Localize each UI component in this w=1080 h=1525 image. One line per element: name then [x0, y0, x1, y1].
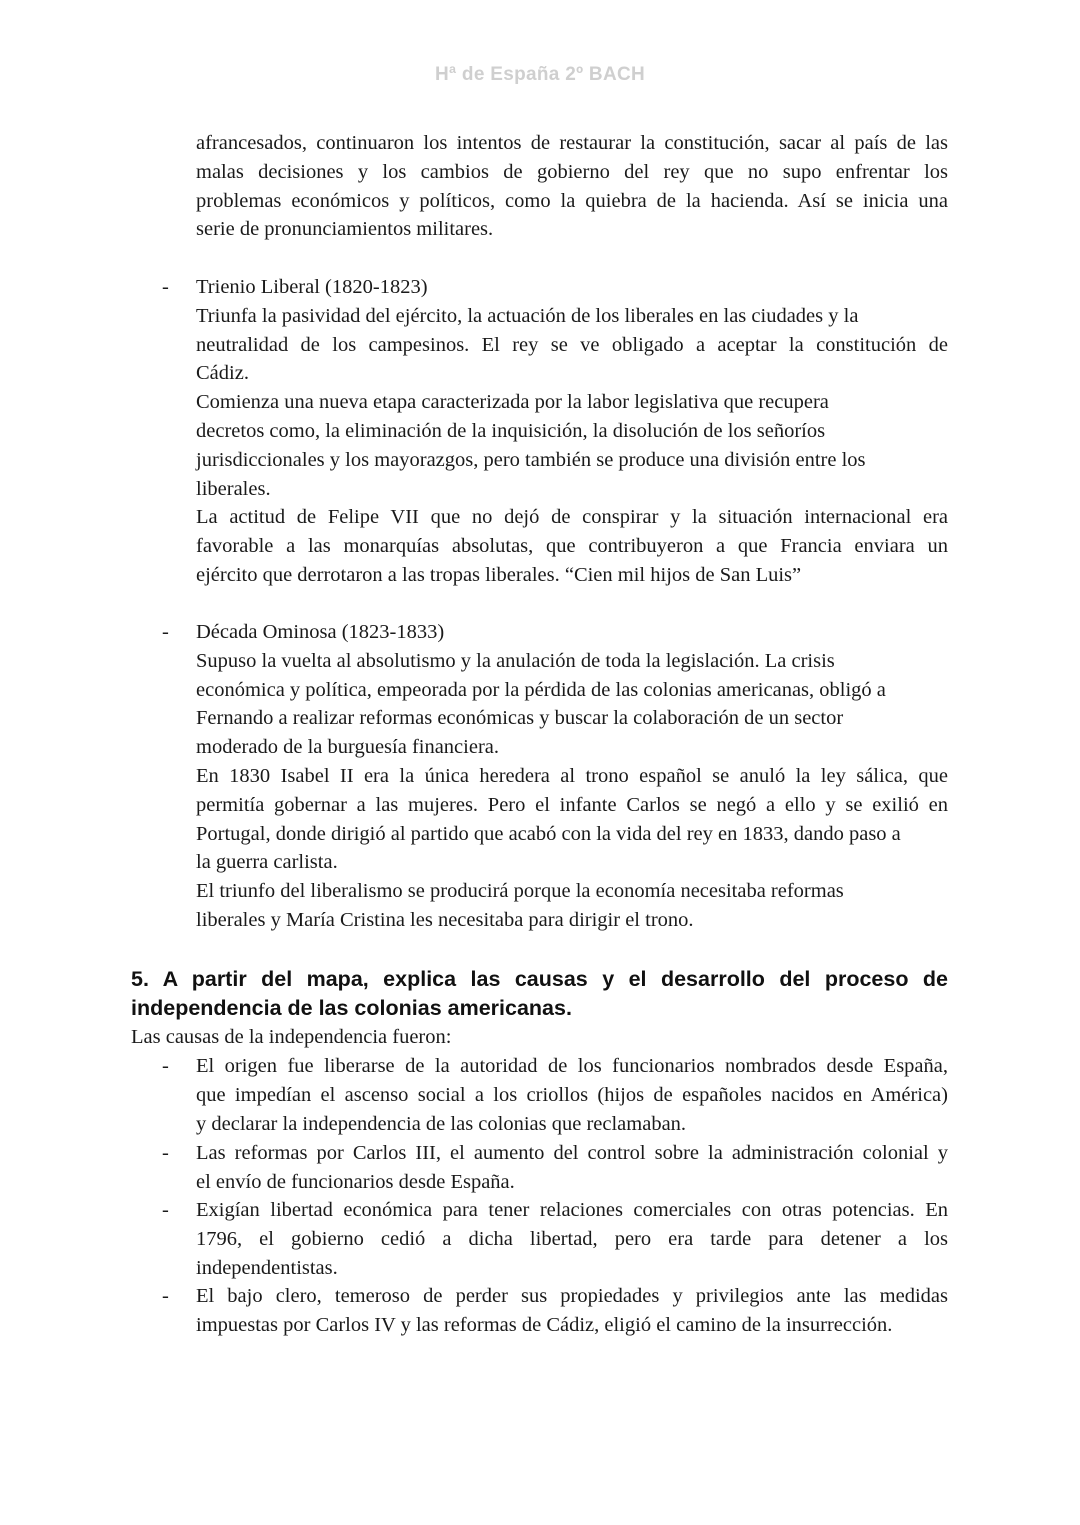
text-line: favorable a las monarquías absolutas, que contribuyeron a que Francia enviara un [196, 535, 948, 558]
text-line: malas decisiones y los cambios de gobierno del rey que no supo enfrentar los [196, 160, 948, 183]
text-line: afrancesados, continuaron los intentos de restaurar la constitución, sacar al país de las [196, 132, 948, 154]
text-line: serie de pronunciamientos militares. [196, 218, 494, 241]
causes-intro: Las causas de la independencia fueron: [131, 1026, 452, 1048]
text-line: Supuso la vuelta al absolutismo y la anulación de toda la legislación. La crisis [196, 649, 835, 672]
text-line: liberales y María Cristina les necesitaba para dirigir el trono. [196, 908, 694, 931]
intro-paragraph [196, 129, 948, 244]
text-line: que impedían el ascenso social a los criollos (hijos de españoles nacidos en América) [196, 1083, 948, 1106]
list-dash: - [162, 1055, 169, 1077]
trienio-title: Trienio Liberal (1820-1823) [196, 276, 428, 298]
text-line: independentistas. [196, 1256, 338, 1279]
text-line: Triunfa la pasividad del ejército, la actuación de los liberales en las ciudades y la [196, 304, 859, 327]
text-line: Exigían libertad económica para tener relaciones comerciales con otras potencias. En [196, 1199, 948, 1221]
text-line: económica y política, empeorada por la pérdida de las colonias americanas, obligó a [196, 678, 886, 701]
text-line: el envío de funcionarios desde España. [196, 1170, 515, 1193]
list-item [196, 1139, 948, 1197]
text-line: El bajo clero, temeroso de perder sus propiedades y privilegios ante las medidas [196, 1285, 948, 1307]
list-item [196, 1282, 948, 1340]
list-dash: - [162, 1285, 169, 1307]
text-line: liberales. [196, 477, 271, 500]
text-line: El triunfo del liberalismo se producirá porque la economía necesitaba reformas [196, 880, 844, 903]
heading-line: independencia de las colonias americanas. [131, 996, 572, 1020]
text-line: neutralidad de los campesinos. El rey se ve obligado a aceptar la constitución de [196, 333, 948, 356]
text-line: impuestas por Carlos IV y las reformas de Cádiz, eligió el camino de la insurrección. [196, 1313, 893, 1336]
text-line: permitía gobernar a las mujeres. Pero el infante Carlos se negó a ello y se exilió en [196, 793, 948, 816]
decada-section [196, 618, 948, 935]
list-dash: - [162, 1142, 169, 1164]
text-line: Comienza una nueva etapa caracterizada por la labor legislativa que recupera [196, 391, 829, 414]
heading-line: 5. A partir del mapa, explica las causas y el desarrollo del proceso de [131, 967, 948, 991]
text-line: La actitud de Felipe VII que no dejó de conspirar y la situación internacional era [196, 506, 948, 529]
text-line: Fernando a realizar reformas económicas y buscar la colaboración de un sector [196, 707, 844, 730]
text-line: En 1830 Isabel II era la única heredera al trono español se anuló la ley sálica, que [196, 764, 948, 787]
list-item [196, 1052, 948, 1138]
list-dash: - [162, 621, 169, 643]
list-item [196, 1196, 948, 1282]
text-line: la guerra carlista. [196, 851, 338, 874]
trienio-section [196, 273, 948, 590]
question-heading [131, 965, 948, 1023]
list-dash: - [162, 1199, 169, 1221]
text-line: El origen fue liberarse de la autoridad de los funcionarios nombrados desde España, [196, 1055, 948, 1077]
text-line: moderado de la burguesía financiera. [196, 736, 500, 759]
text-line: problemas económicos y políticos, como la quiebra de la hacienda. Así se inicia una [196, 189, 948, 212]
text-line: Las reformas por Carlos III, el aumento del control sobre la administración colonial y [196, 1142, 948, 1164]
text-line: 1796, el gobierno cedió a dicha libertad, pero era tarde para detener a los [196, 1227, 948, 1250]
decada-title: Década Ominosa (1823-1833) [196, 621, 445, 643]
text-line: decretos como, la eliminación de la inquisición, la disolución de los señoríos [196, 419, 826, 442]
text-line: Cádiz. [196, 362, 249, 385]
text-line: y declarar la independencia de las colonias que reclamaban. [196, 1112, 687, 1135]
page-header: Hª de España 2º BACH [434, 64, 646, 85]
list-dash: - [162, 276, 169, 298]
text-line: ejército que derrotaron a las tropas liberales. “Cien mil hijos de San Luis” [196, 563, 802, 586]
text-line: Portugal, donde dirigió al partido que acabó con la vida del rey en 1833, dando paso a [196, 822, 901, 845]
text-line: jurisdiccionales y los mayorazgos, pero también se produce una división entre los [196, 448, 866, 471]
